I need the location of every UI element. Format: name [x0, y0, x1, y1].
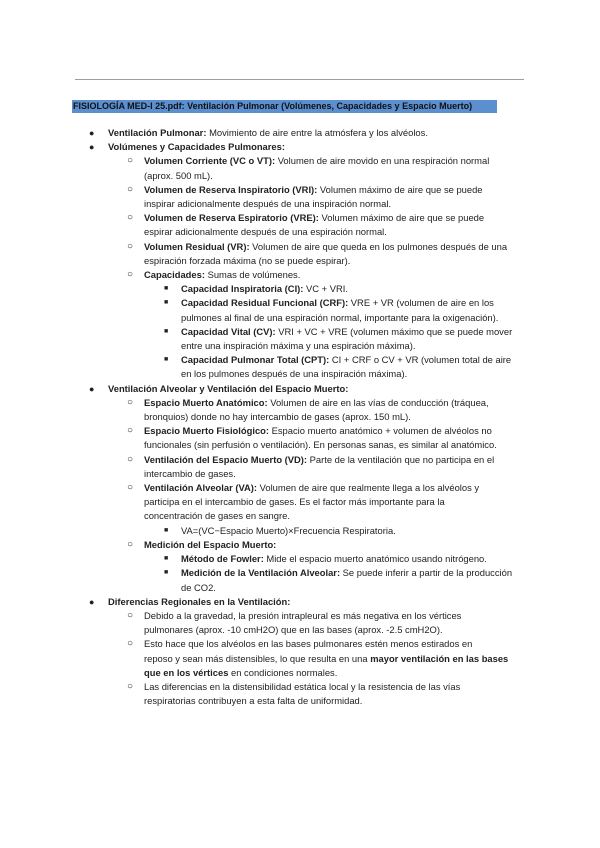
bullet-square-icon: ■	[164, 555, 169, 563]
emphasis-text: mayor ventilación en las bases	[370, 652, 509, 664]
list-item-continuation: participa en el intercambio de gases. Es el factor más importante para la	[144, 496, 445, 508]
document-body	[0, 126, 600, 708]
definition: Volumen máximo de aire que se puede	[318, 212, 485, 224]
definition: Parte de la ventilación que no participa en el	[307, 453, 495, 465]
definition: VRE + VR (volumen de aire en los	[348, 297, 494, 309]
list-item-continuation: bronquios) donde no hay intercambio de gases (aprox. 150 mL).	[144, 411, 411, 423]
list-item	[0, 453, 600, 467]
list-item	[0, 325, 600, 339]
term: Volumen de Reserva Inspiratorio (VRI):	[144, 183, 318, 195]
list-item	[0, 637, 600, 651]
definition: Se puede inferir a partir de la producción	[340, 567, 513, 579]
term: Espacio Muerto Fisiológico:	[144, 425, 270, 437]
bullet-circle-icon: ○	[127, 269, 134, 281]
bullet-circle-icon: ○	[127, 453, 134, 465]
list-item-continuation: inspirar adicionalmente después de una inspiración normal.	[144, 198, 392, 210]
list-item-continuation: (aprox. 500 mL).	[144, 169, 213, 181]
bullet-circle-icon: ○	[127, 425, 134, 437]
list-item	[0, 268, 600, 282]
document-title-highlight[interactable]: FISIOLOGÍA MED-I 25.pdf: Ventilación Pulmonar (Volúmenes, Capacidades y Espacio Muerto)	[72, 100, 497, 113]
definition: Debido a la gravedad, la presión intrapleural es más negativa en los vértices	[144, 609, 462, 621]
definition: VC + VRI.	[303, 283, 348, 295]
list-item	[0, 524, 600, 538]
list-item-continuation: espirar adicionalmente después de una espiración normal.	[144, 226, 387, 238]
definition: Volumen de aire que queda en los pulmones después de una	[249, 240, 508, 252]
term: Capacidad Vital (CV):	[181, 325, 276, 337]
list-item	[0, 566, 600, 580]
term: Capacidades:	[144, 269, 205, 281]
term: Ventilación Pulmonar:	[108, 127, 207, 138]
definition: Las diferencias en la distensibilidad estática local y la resistencia de las vías	[144, 680, 461, 692]
bullet-circle-icon: ○	[127, 396, 134, 408]
continuation-text: en condiciones normales.	[228, 666, 338, 678]
bullet-circle-icon: ○	[127, 680, 134, 692]
list-item	[0, 211, 600, 225]
list-item	[0, 552, 600, 566]
term: Capacidad Pulmonar Total (CPT):	[181, 354, 330, 366]
bullet-square-icon: ■	[164, 285, 169, 293]
definition: Volumen de aire en las vías de conducción (tráquea,	[267, 396, 489, 408]
bullet-disc-icon: ●	[89, 383, 95, 394]
bullet-circle-icon: ○	[127, 638, 134, 650]
list-item	[0, 595, 600, 609]
term: Método de Fowler:	[181, 553, 264, 565]
list-item	[0, 282, 600, 296]
section-heading: Ventilación Alveolar y Ventilación del Espacio Muerto:	[108, 382, 349, 394]
term: Espacio Muerto Anatómico:	[144, 396, 268, 408]
list-item-continuation	[0, 666, 600, 680]
bullet-disc-icon: ●	[89, 596, 95, 607]
definition: Volumen de aire que realmente llega a los alvéolos y	[257, 482, 480, 494]
list-item	[0, 609, 600, 623]
bullet-square-icon: ■	[164, 526, 169, 534]
list-item	[0, 382, 600, 396]
bullet-circle-icon: ○	[127, 212, 134, 224]
term: Volumen Corriente (VC o VT):	[144, 155, 276, 167]
bullet-square-icon: ■	[164, 569, 169, 577]
definition: Esto hace que los alvéolos en las bases pulmonares estén menos estirados en	[144, 638, 473, 650]
definition: Movimiento de aire entre la atmósfera y los alvéolos.	[206, 127, 428, 138]
definition: Espacio muerto anatómico + volumen de alvéolos no	[269, 425, 492, 437]
bullet-square-icon: ■	[164, 356, 169, 364]
term: Volumen de Reserva Espiratorio (VRE):	[144, 212, 319, 224]
definition: Volumen máximo de aire que se puede	[317, 183, 483, 195]
bullet-square-icon: ■	[164, 327, 169, 335]
list-item	[0, 240, 600, 254]
horizontal-rule	[75, 79, 524, 80]
list-item	[0, 396, 600, 410]
term: Capacidad Residual Funcional (CRF):	[181, 297, 349, 309]
list-item	[0, 538, 600, 552]
term: Volumen Residual (VR):	[144, 240, 250, 252]
list-item	[0, 353, 600, 367]
list-item-continuation	[0, 652, 600, 666]
list-item-continuation: funcionales (sin perfusión o ventilación). En personas sanas, es similar al anatómico.	[144, 439, 497, 451]
list-item-continuation: entre una inspiración máxima y una espiración máxima).	[181, 340, 416, 352]
term: Capacidad Inspiratoria (CI):	[181, 283, 304, 295]
definition: Sumas de volúmenes.	[204, 269, 301, 281]
definition: VRI + VC + VRE (volumen máximo que se puede mover	[275, 325, 513, 337]
bullet-circle-icon: ○	[127, 183, 134, 195]
list-item	[0, 126, 600, 140]
bullet-disc-icon: ●	[89, 142, 95, 153]
term: Ventilación Alveolar (VA):	[144, 482, 258, 494]
continuation-text: reposo y sean más distensibles, lo que resulta en una	[144, 652, 371, 664]
bullet-circle-icon: ○	[127, 538, 134, 550]
definition: Volumen de aire movido en una respiración normal	[275, 155, 490, 167]
bullet-circle-icon: ○	[127, 609, 134, 621]
emphasis-text: que en los vértices	[144, 666, 229, 678]
term: Medición de la Ventilación Alveolar:	[181, 567, 341, 579]
list-item	[0, 296, 600, 310]
list-item	[0, 154, 600, 168]
list-item	[0, 680, 600, 694]
definition: CI + CRF o CV + VR (volumen total de aire	[329, 354, 512, 366]
list-item-continuation: respiratorias contribuyen a esta falta de uniformidad.	[144, 695, 363, 707]
bullet-circle-icon: ○	[127, 240, 134, 252]
list-item	[0, 140, 600, 154]
term: Medición del Espacio Muerto:	[144, 538, 277, 550]
list-item-continuation: pulmones al final de una espiración normal, importante para la oxigenación).	[181, 311, 499, 323]
list-item	[0, 481, 600, 495]
list-item-continuation: intercambio de gases.	[144, 467, 236, 479]
list-item-continuation: de CO2.	[181, 581, 216, 593]
section-heading: Diferencias Regionales en la Ventilación:	[108, 595, 291, 607]
term: Ventilación del Espacio Muerto (VD):	[144, 453, 308, 465]
list-item-continuation: en los pulmones después de una inspiración máxima).	[181, 368, 408, 380]
bullet-circle-icon: ○	[127, 155, 134, 167]
list-item	[0, 183, 600, 197]
bullet-circle-icon: ○	[127, 482, 134, 494]
formula: VA=(VC−Espacio Muerto)×Frecuencia Respiratoria.	[181, 524, 396, 536]
section-heading: Volúmenes y Capacidades Pulmonares:	[108, 141, 285, 153]
definition: Mide el espacio muerto anatómico usando nitrógeno.	[263, 553, 487, 565]
list-item	[0, 424, 600, 438]
bullet-square-icon: ■	[164, 299, 169, 307]
list-item-continuation: espiración forzada máxima (no se puede espirar).	[144, 254, 351, 266]
list-item-continuation: pulmonares (aprox. -10 cmH2O) que en las bases (aprox. -2.5 cmH2O).	[144, 624, 443, 636]
bullet-disc-icon: ●	[89, 128, 95, 138]
list-item-continuation: concentración de gases en sangre.	[144, 510, 290, 522]
